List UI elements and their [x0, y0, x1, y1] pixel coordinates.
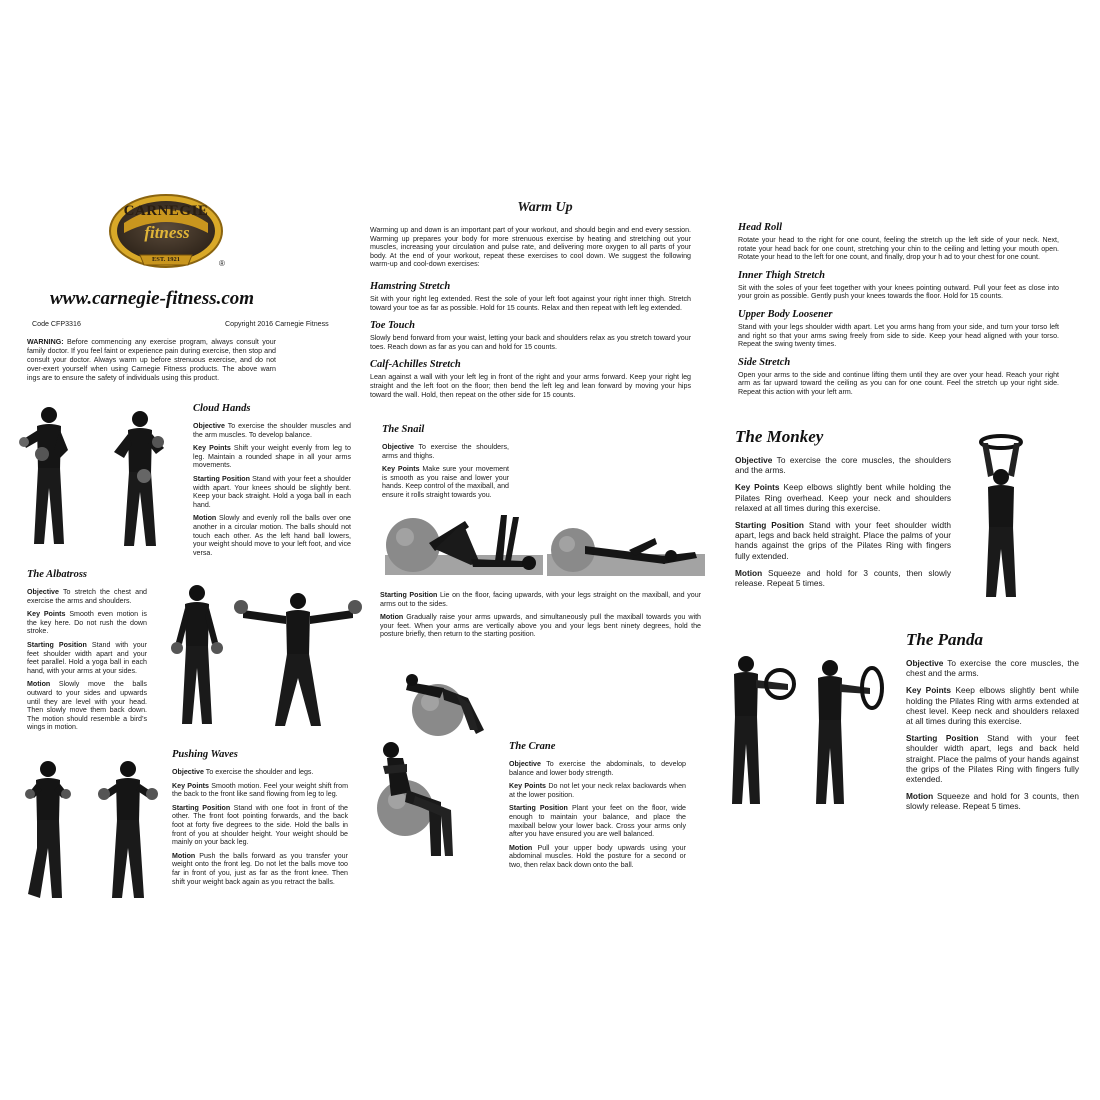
monkey-objective: To exercise the core muscles, the shoulders and the arms. [735, 455, 952, 476]
albatross-starting-position: Stand with your feet shoulder width apart and your feet parallel. Hold a yoga ball in each hand, with your arms at your sides. [27, 640, 147, 675]
snail-key-points: Make sure your movement is smooth as you raise and lower your hands. Keep control of the maxiball, and ensure it rolls straight towards you. [382, 465, 509, 499]
objective-label: Objective [382, 443, 414, 451]
monkey-title: The Monkey [735, 427, 824, 446]
cloud-hands-key-points: Shift your weight evenly from leg to leg. Maintain a rounded shape in all your arms movements. [193, 444, 351, 470]
objective-label: Objective [193, 422, 225, 430]
warning-label: WARNING: [27, 338, 64, 346]
key-points-label: Key Points [382, 465, 420, 474]
crane-photo-2 [371, 740, 471, 860]
logo-est-text: EST. 1921 [151, 256, 181, 263]
snail-starting-position: Lie on the floor, facing upwards, with your legs straight on the maxiball, and your arms out to the sides. [380, 591, 701, 608]
warm-up-left-column [370, 226, 691, 399]
cloud-hands-photo-1 [16, 404, 81, 552]
pushing-waves-motion: Push the balls forward as you transfer your weight onto the front leg. Do not let the balls move too far in front of you, just as far as the front knee. Then shift your weight back again as you retract the balls. [172, 851, 348, 886]
monkey-section [735, 427, 951, 588]
toe-touch-text: Slowly bend forward from your waist, letting your back and shoulders relax as you stretch toward your toes. Reach down as far as you can and hold for 15 counts. [370, 334, 691, 351]
key-points-label: Key Points [172, 781, 209, 790]
albatross-objective: To stretch the chest and exercise the arms and shoulders. [27, 588, 147, 605]
logo-registered-mark: ® [219, 259, 225, 268]
panda-starting-position: Stand with your feet shoulder width apart, legs and back held straight. Place the palms of your hands against the grips of the Pilates Ring with fingers fully extended. [906, 733, 1079, 785]
calf-achilles-title: Calf-Achilles Stretch [370, 359, 461, 371]
motion-label: Motion [193, 514, 217, 523]
pushing-waves-section [172, 749, 348, 886]
crane-key-points: Do not let your neck relax backwards when at the lower position. [509, 782, 686, 799]
key-points-label: Key Points [735, 482, 780, 493]
monkey-starting-position: Stand with your feet shoulder width apart, legs and back held straight. Place the palms of your hands against the grips of the Pilates Ring with fingers fully extended. [735, 520, 951, 561]
monkey-motion: Squeeze and hold for 3 counts, then slowly release. Repeat 5 times. [735, 567, 951, 589]
albatross-photo-2 [233, 590, 363, 734]
objective-label: Objective [906, 658, 944, 668]
motion-label: Motion [906, 791, 934, 802]
starting-position-label: Starting Position [380, 591, 438, 599]
snail-objective: To exercise the shoulders, arms and thighs. [382, 443, 509, 460]
inner-thigh-text: Sit with the soles of your feet together with your knees pointing outward. Pull your feet as close into your groin as possible. Gently push your knees towards the floor. Hold for 15 counts. [738, 283, 1059, 301]
objective-label: Objective [27, 588, 59, 596]
product-code: Code CFP3316 [32, 320, 81, 328]
pushing-waves-photo-2 [94, 758, 162, 906]
starting-position-label: Starting Position [906, 733, 979, 744]
warm-up-title: Warm Up [517, 200, 573, 215]
crane-starting-position: Plant your feet on the floor, wide enough to maintain your balance, and place the maxiball below your lower back. Cross your arms only after you have ensured you are well balanced. [509, 804, 686, 839]
side-stretch-text: Open your arms to the side and continue lifting them until they are over your head. Reach your right arm as far upward toward the ceiling as you can for one count. Feel the stretch up your right side. Repeat this action with your left arm. [738, 370, 1059, 396]
objective-label: Objective [509, 760, 541, 768]
starting-position-label: Starting Position [172, 803, 231, 812]
pushing-waves-title: Pushing Waves [172, 749, 238, 760]
cloud-hands-title: Cloud Hands [193, 403, 251, 414]
snail-title: The Snail [382, 424, 425, 435]
panda-photo-1 [718, 654, 798, 810]
motion-label: Motion [27, 680, 51, 689]
albatross-section [27, 569, 147, 732]
warning-text: Before commencing any exercise program, always consult your family doctor. If you feel faint or experience pain during exercise, then stop and consult your doctor. Always warm up before strenuous exercise, and do not over-exert yourself when using Carnegie Fitness products. The above warn ings are to ensure the safety of individuals using this product. [27, 338, 276, 382]
copyright-text: Copyright 2016 Carnegie Fitness [225, 320, 329, 328]
albatross-key-points: Smooth even motion is the key here. Do not rush the down stroke. [27, 610, 147, 636]
objective-label: Objective [172, 768, 204, 776]
warning-notice [27, 338, 276, 383]
warm-up-intro: Warming up and down is an important part of your workout, and should begin and end every session. Warming up prepares your body for more strenuous exercise by heating and stretching out your muscles, increasing your circulation and pulse rate, and delivering more oxygen to all parts of your body. At the end of your workout, repeat these exercises to cool down. We suggest the following warm-up and cool-down exercises: [370, 226, 691, 269]
side-stretch-title: Side Stretch [738, 356, 791, 368]
snail-lower-text [380, 591, 701, 639]
upper-body-loosener-title: Upper Body Loosener [738, 308, 833, 320]
crane-motion: Pull your upper body upwards using your abdominal muscles. Hold the posture for a second or two, then relax back down onto the ball. [509, 843, 686, 869]
pushing-waves-objective: To exercise the shoulder and legs. [205, 768, 314, 776]
panda-objective: To exercise the core muscles, the chest and the arms. [906, 658, 1080, 679]
albatross-motion: Slowly move the balls outward to your sides and upwards until they are level with your head. Then slowly move them back down. The motion should resemble a bird’s wings in motion. [27, 680, 147, 732]
panda-photo-2 [810, 658, 890, 810]
key-points-label: Key Points [509, 782, 547, 791]
crane-objective: To exercise the abdominals, to develop balance and lower body strength. [509, 760, 687, 777]
albatross-title: The Albatross [27, 569, 87, 580]
snail-photo-2 [545, 522, 707, 578]
upper-body-loosener-text: Stand with your legs shoulder width apart. Let you arms hang from your side, and turn your torso left and right so that your arms swing freely from side to side. Keep your head aligned with your torso. Repeat the swing twenty times. [738, 322, 1059, 349]
panda-key-points: Keep elbows slightly bent while holding the Pilates Ring with arms extended at chest level. Keep neck and shoulders relaxed at all times during this exercise. [906, 685, 1079, 727]
crane-title: The Crane [509, 741, 556, 752]
motion-label: Motion [509, 843, 533, 852]
monkey-photo [968, 433, 1034, 601]
key-points-label: Key Points [27, 610, 66, 619]
cloud-hands-motion: Slowly and evenly roll the balls over one another in a circular motion. The balls should not touch each other. As the left hand ball lowers, your weight should move to your left foot, and vice versa. [193, 514, 351, 557]
head-roll-title: Head Roll [738, 222, 783, 233]
toe-touch-title: Toe Touch [370, 320, 416, 332]
head-roll-text: Rotate your head to the right for one count, feeling the stretch up the left side of your neck. Next, rotate your head back for one count, stretching your chin to the ceiling and letting your mouth open. Rotate your head to the left for one count, and finally, drop your h ad to your chest for one count. [738, 236, 1059, 262]
cloud-hands-photo-2 [104, 408, 174, 554]
warm-up-right-column [738, 222, 1059, 397]
cloud-hands-starting-position: Stand with your feet a shoulder width apart. Your knees should be slightly bent. Keep your back straight. Hold a yoga ball in each hand. [193, 474, 352, 509]
logo-script-text: fitness [144, 223, 190, 242]
hamstring-title: Hamstring Stretch [370, 280, 451, 292]
pushing-waves-key-points: Smooth motion. Feel your weight shift from the back to the front like sand flowing from leg to leg. [172, 781, 348, 799]
starting-position-label: Starting Position [509, 804, 568, 813]
cloud-hands-objective: To exercise the shoulder muscles and the arm muscles. To develop balance. [193, 422, 351, 439]
inner-thigh-title: Inner Thigh Stretch [738, 269, 825, 281]
panda-motion: Squeeze and hold for 3 counts, then slowly release. Repeat 5 times. [906, 791, 1079, 812]
key-points-label: Key Points [193, 444, 231, 453]
crane-photo-1 [398, 668, 498, 740]
carnegie-logo [106, 193, 234, 273]
monkey-key-points: Keep elbows slightly bent while holding the Pilates Ring overhead. Keep your neck and shoulders relaxed at all times during this exercise. [735, 482, 951, 513]
snail-section [382, 424, 509, 500]
motion-label: Motion [172, 851, 196, 860]
key-points-label: Key Points [906, 685, 952, 696]
starting-position-label: Starting Position [27, 640, 87, 649]
logo-brand-text: CARNEGIE [123, 203, 209, 219]
motion-label: Motion [380, 613, 404, 622]
motion-label: Motion [735, 567, 763, 578]
albatross-photo-1 [162, 582, 232, 732]
website-url[interactable]: www.carnegie-fitness.com [50, 288, 255, 309]
snail-photo-1 [383, 505, 545, 581]
crane-section [509, 741, 686, 870]
starting-position-label: Starting Position [193, 474, 250, 483]
starting-position-label: Starting Position [735, 520, 804, 531]
pushing-waves-starting-position: Stand with one foot in front of the other. The front foot pointing forwards, and the back foot at forty five degrees to the side. Hold the balls in front of you at shoulder height. Your weight should be mainly on your back leg. [172, 803, 348, 847]
objective-label: Objective [735, 455, 773, 465]
panda-section [906, 630, 1079, 812]
cloud-hands-section [193, 403, 351, 557]
panda-title: The Panda [906, 630, 983, 649]
hamstring-text: Sit with your right leg extended. Rest the sole of your left foot against your right inner thigh. Stretch toward your toe as far as possible. Hold for 15 counts. Relax and then repeat with left leg extended. [370, 294, 691, 312]
pushing-waves-photo-1 [18, 758, 86, 906]
snail-motion: Gradually raise your arms upwards, and simultaneously pull the maxiball towards you with your feet. When your arms are vertically above you and your legs bent ninety degrees, hold the posture briefly, then return to the starting position. [380, 613, 701, 639]
calf-achilles-text: Lean against a wall with your left leg in front of the right and your arms forward. Keep your right leg straight and the left foot on the floor; then bend the left leg and lean forward by moving your hips toward the wall. Hold, then repeat on the other side for 15 counts. [370, 373, 691, 399]
